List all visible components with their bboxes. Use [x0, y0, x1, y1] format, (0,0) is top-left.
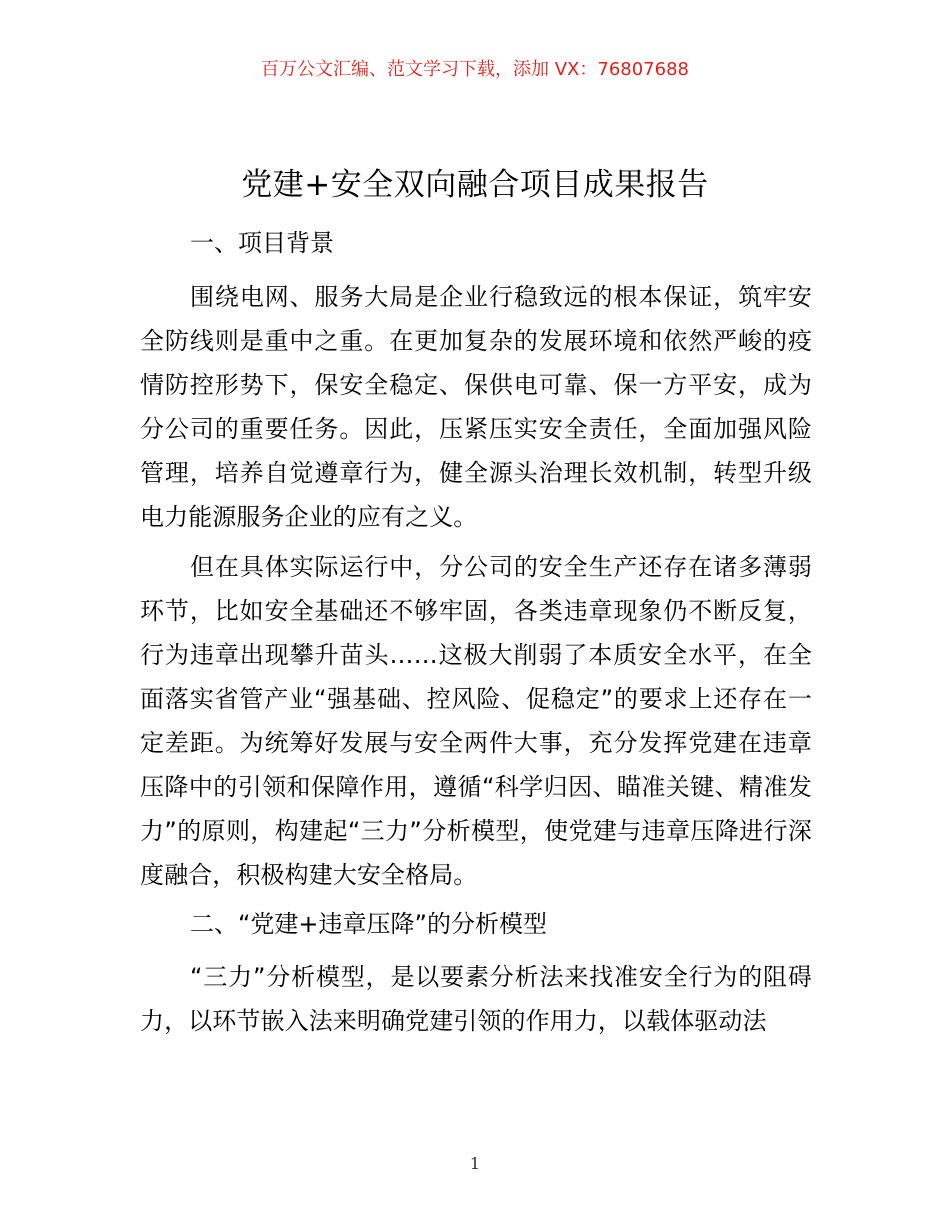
paragraph-problems — [140, 545, 812, 897]
page-number: 1 — [469, 1154, 481, 1173]
paragraph-model — [140, 955, 812, 1043]
paragraph-background — [140, 275, 812, 539]
paragraph-text: 围绕电网、服务大局是企业行稳致远的根本保证，筑牢安全防线则是重中之重。在更加复杂的发展环境和依然严峻的疫情防控形势下，保安全稳定、保供电可靠、保一方平安，成为分公司的重要任务。因此，压紧压实安全责任，全面加强风险管理，培养自觉遵章行为，健全源头治理长效机制，转型升级电力能源服务企业的应有之义。 — [140, 283, 812, 531]
document-title: 党建+安全双向融合项目成果报告 — [241, 167, 709, 203]
section-heading-background: 一、项目背景 — [190, 229, 334, 257]
paragraph-text: “三力”分析模型，是以要素分析法来找准安全行为的阻碍力，以环节嵌入法来明确党建引领的作用力，以载体驱动法 — [140, 963, 812, 1035]
watermark-banner: 百万公文汇编、范文学习下载，添加 VX：76807688 — [261, 59, 689, 80]
paragraph-text: 但在具体实际运行中，分公司的安全生产还存在诸多薄弱环节，比如安全基础还不够牢固，各类违章现象仍不断反复，行为违章出现攀升苗头……这极大削弱了本质安全水平，在全面落实省管产业“强基础、控风险、促稳定”的要求上还存在一定差距。为统筹好发展与安全两件大事，充分发挥党建在违章压降中的引领和保障作用，遵循“科学归因、瞄准关键、精准发力”的原则，构建起“三力”分析模型，使党建与违章压降进行深度融合，积极构建大安全格局。 — [140, 553, 812, 889]
section-heading-model: 二、“党建+违章压降”的分析模型 — [190, 910, 547, 938]
